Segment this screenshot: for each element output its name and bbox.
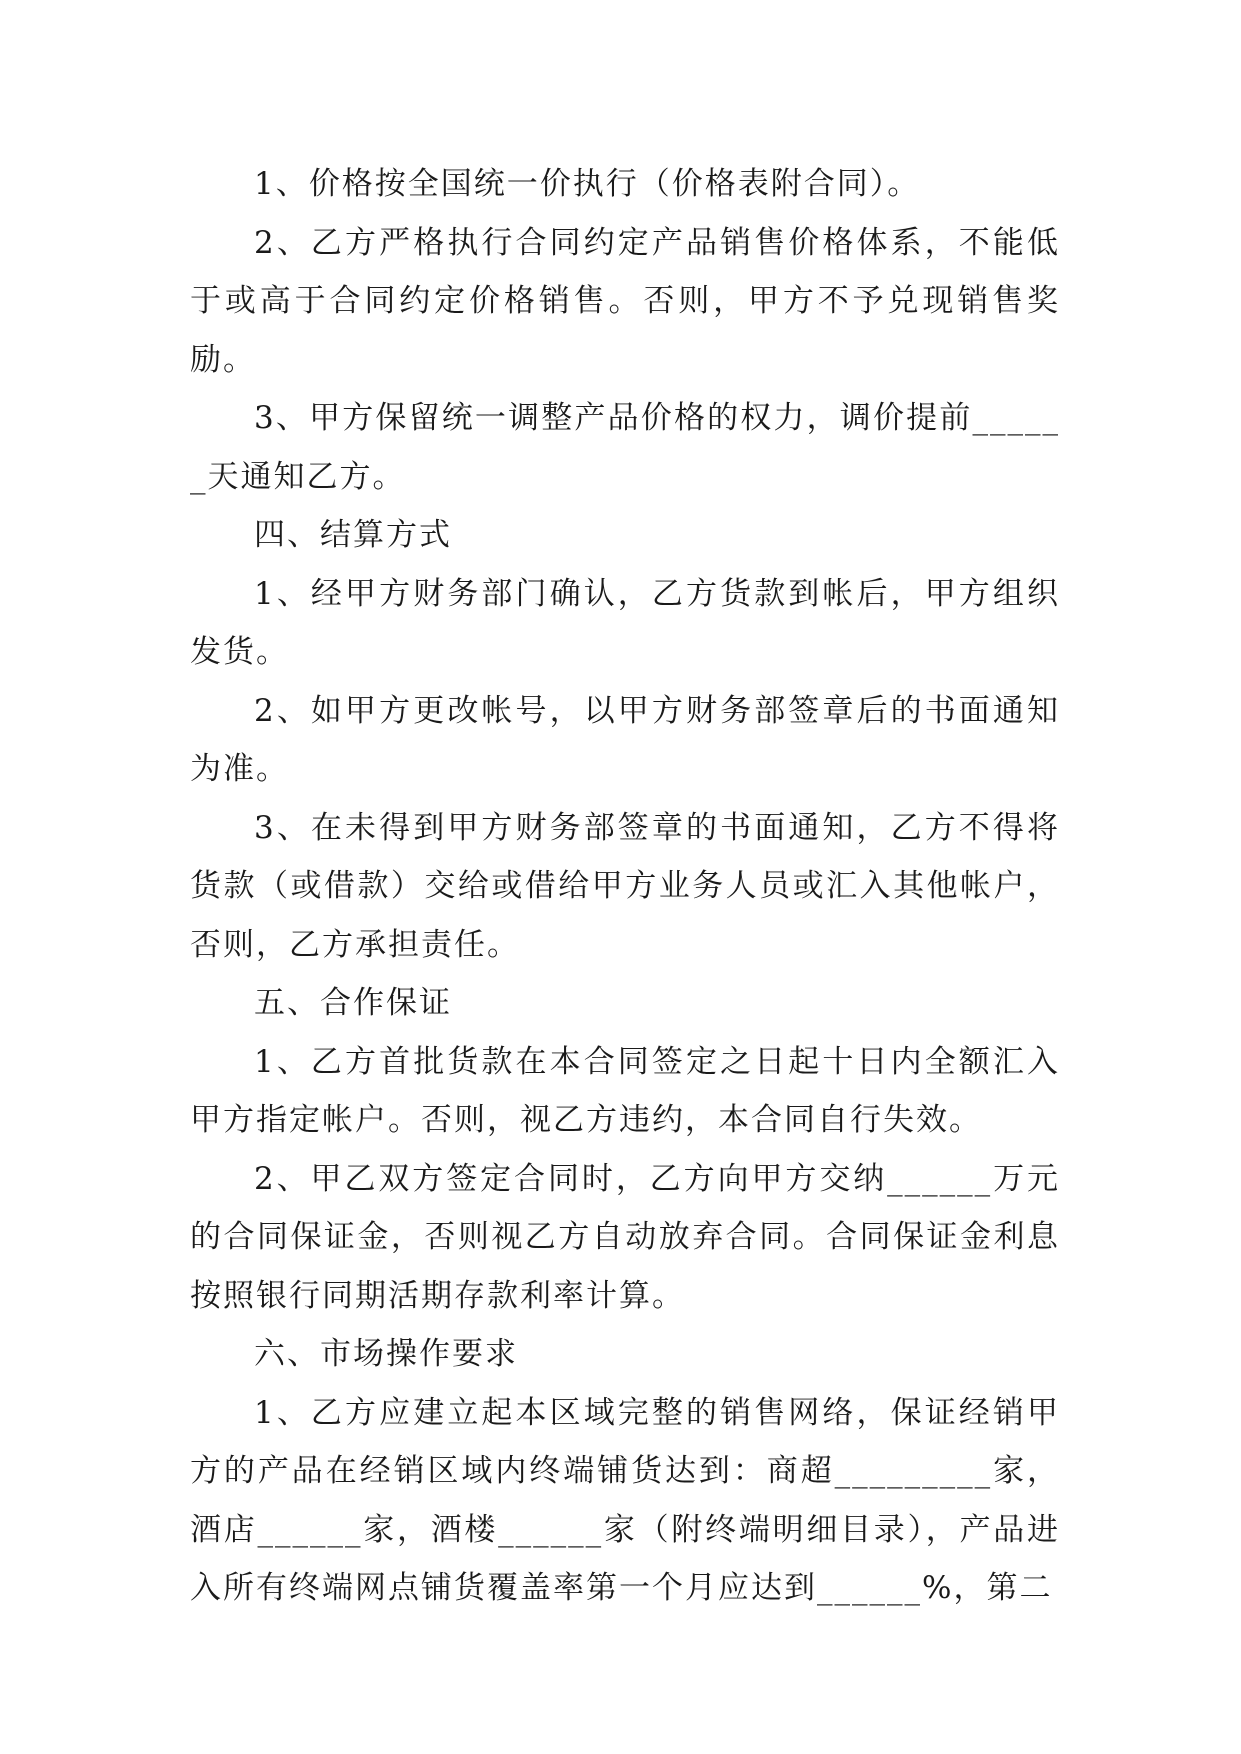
section-heading-settlement: 四、结算方式 (254, 517, 452, 553)
paragraph-guarantee-1: 1、乙方首批货款在本合同签定之日起十日内全额汇入甲方指定帐户。否则，视乙方违约，本合同自行失效。 (190, 1043, 1060, 1138)
paragraph-guarantee-2: 2、甲乙双方签定合同时，乙方向甲方交纳______万元的合同保证金，否则视乙方自动放弃合同。合同保证金利息按照银行同期活期存款利率计算。 (190, 1160, 1060, 1314)
paragraph-price-adjust: 3、甲方保留统一调整产品价格的权力，调价提前______天通知乙方。 (190, 400, 1060, 495)
paragraph-settlement-3: 3、在未得到甲方财务部签章的书面通知，乙方不得将货款（或借款）交给或借给甲方业务人员或汇入其他帐户，否则，乙方承担责任。 (190, 809, 1060, 963)
paragraph-settlement-1: 1、经甲方财务部门确认，乙方货款到帐后，甲方组织发货。 (190, 575, 1060, 670)
paragraph-market-1: 1、乙方应建立起本区域完整的销售网络，保证经销甲方的产品在经销区域内终端铺货达到：商超_________家，酒店______家，酒楼______家（附终端明细目录），产品进入所有终端网点铺货覆盖率第一个月应达到______%，第二 (190, 1394, 1060, 1606)
paragraph-price-system: 2、乙方严格执行合同约定产品销售价格体系，不能低于或高于合同约定价格销售。否则，甲方不予兑现销售奖励。 (190, 224, 1060, 378)
section-heading-market: 六、市场操作要求 (254, 1336, 518, 1372)
paragraph-price-unified: 1、价格按全国统一价执行（价格表附合同）。 (254, 166, 921, 202)
section-heading-guarantee: 五、合作保证 (254, 985, 452, 1021)
document-body (190, 155, 1060, 1618)
paragraph-settlement-2: 2、如甲方更改帐号，以甲方财务部签章后的书面通知为准。 (190, 692, 1060, 787)
